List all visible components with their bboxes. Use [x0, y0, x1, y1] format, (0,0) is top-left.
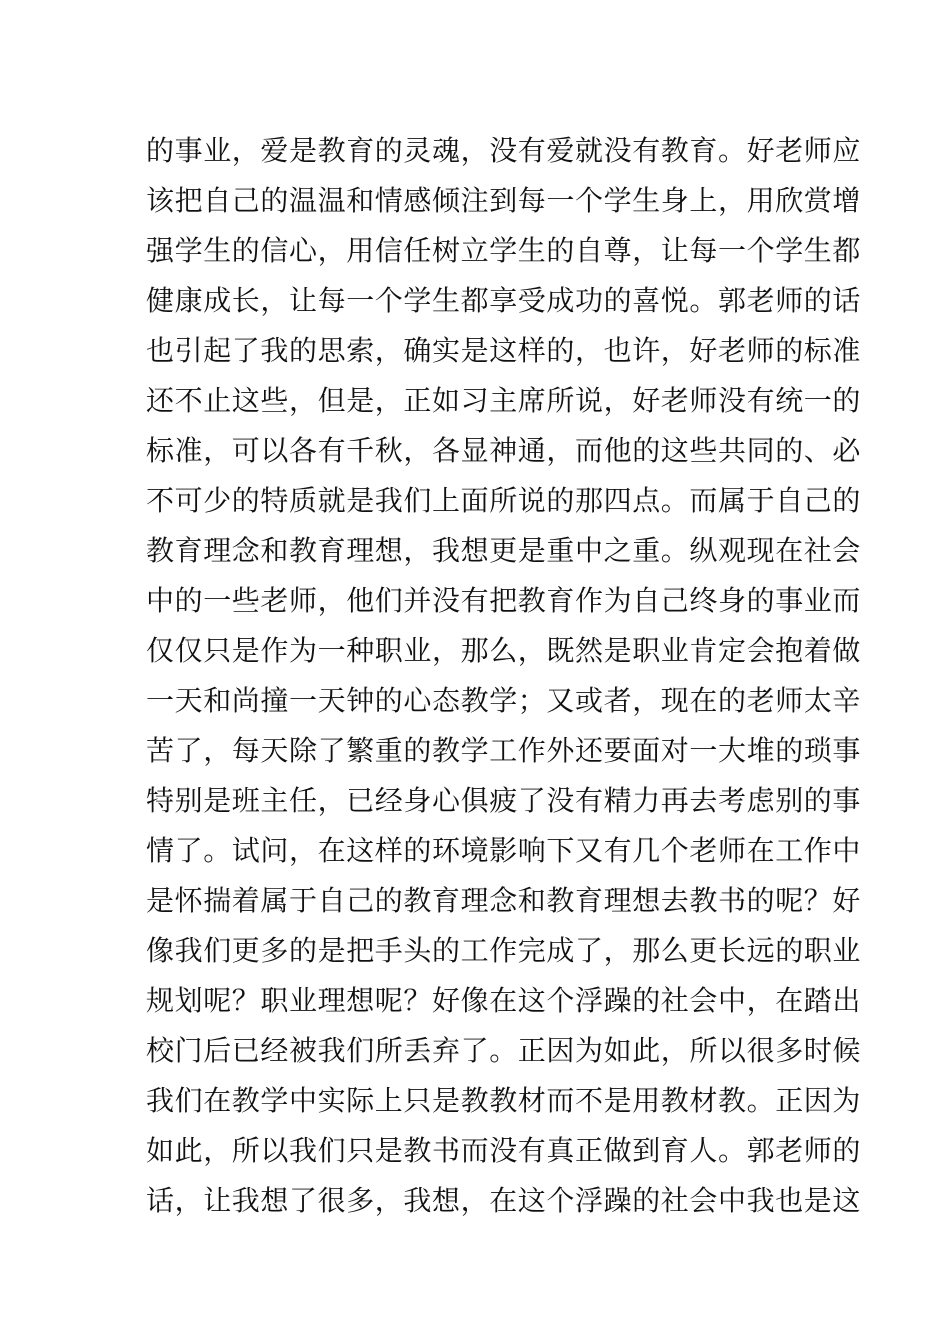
text-line: 健康成长，让每一个学生都享受成功的喜悦。郭老师的话 [146, 284, 862, 317]
text-line: 还不止这些，但是，正如习主席所说，好老师没有统一的 [146, 384, 862, 417]
text-line: 教育理念和教育理想，我想更是重中之重。纵观现在社会 [146, 534, 862, 567]
text-line: 像我们更多的是把手头的工作完成了，那么更长远的职业 [146, 934, 862, 967]
text-line: 是怀揣着属于自己的教育理念和教育理想去教书的呢？好 [146, 884, 862, 917]
text-line: 的事业，爱是教育的灵魂，没有爱就没有教育。好老师应 [146, 134, 862, 167]
body-paragraph [146, 126, 862, 1226]
text-line: 情了。试问，在这样的环境影响下又有几个老师在工作中 [146, 834, 862, 867]
text-line: 仅仅只是作为一种职业，那么，既然是职业肯定会抱着做 [146, 634, 862, 667]
text-line: 校门后已经被我们所丢弃了。正因为如此，所以很多时候 [146, 1034, 862, 1067]
text-line: 特别是班主任，已经身心俱疲了没有精力再去考虑别的事 [146, 784, 862, 817]
text-line: 如此，所以我们只是教书而没有真正做到育人。郭老师的 [146, 1134, 862, 1167]
text-line: 该把自己的温温和情感倾注到每一个学生身上，用欣赏增 [146, 184, 862, 217]
text-line: 话，让我想了很多，我想，在这个浮躁的社会中我也是这 [146, 1184, 862, 1217]
text-line: 规划呢？职业理想呢？好像在这个浮躁的社会中，在踏出 [146, 984, 862, 1017]
text-line: 标准，可以各有千秋，各显神通，而他的这些共同的、必 [146, 434, 862, 467]
text-line: 苦了，每天除了繁重的教学工作外还要面对一大堆的琐事 [146, 734, 862, 767]
text-line: 不可少的特质就是我们上面所说的那四点。而属于自己的 [146, 484, 862, 517]
text-line: 一天和尚撞一天钟的心态教学；又或者，现在的老师太辛 [146, 684, 862, 717]
text-line: 也引起了我的思索，确实是这样的，也许，好老师的标准 [146, 334, 862, 367]
text-line: 中的一些老师，他们并没有把教育作为自己终身的事业而 [146, 584, 862, 617]
text-line: 我们在教学中实际上只是教教材而不是用教材教。正因为 [146, 1084, 862, 1117]
text-line: 强学生的信心，用信任树立学生的自尊，让每一个学生都 [146, 234, 862, 267]
